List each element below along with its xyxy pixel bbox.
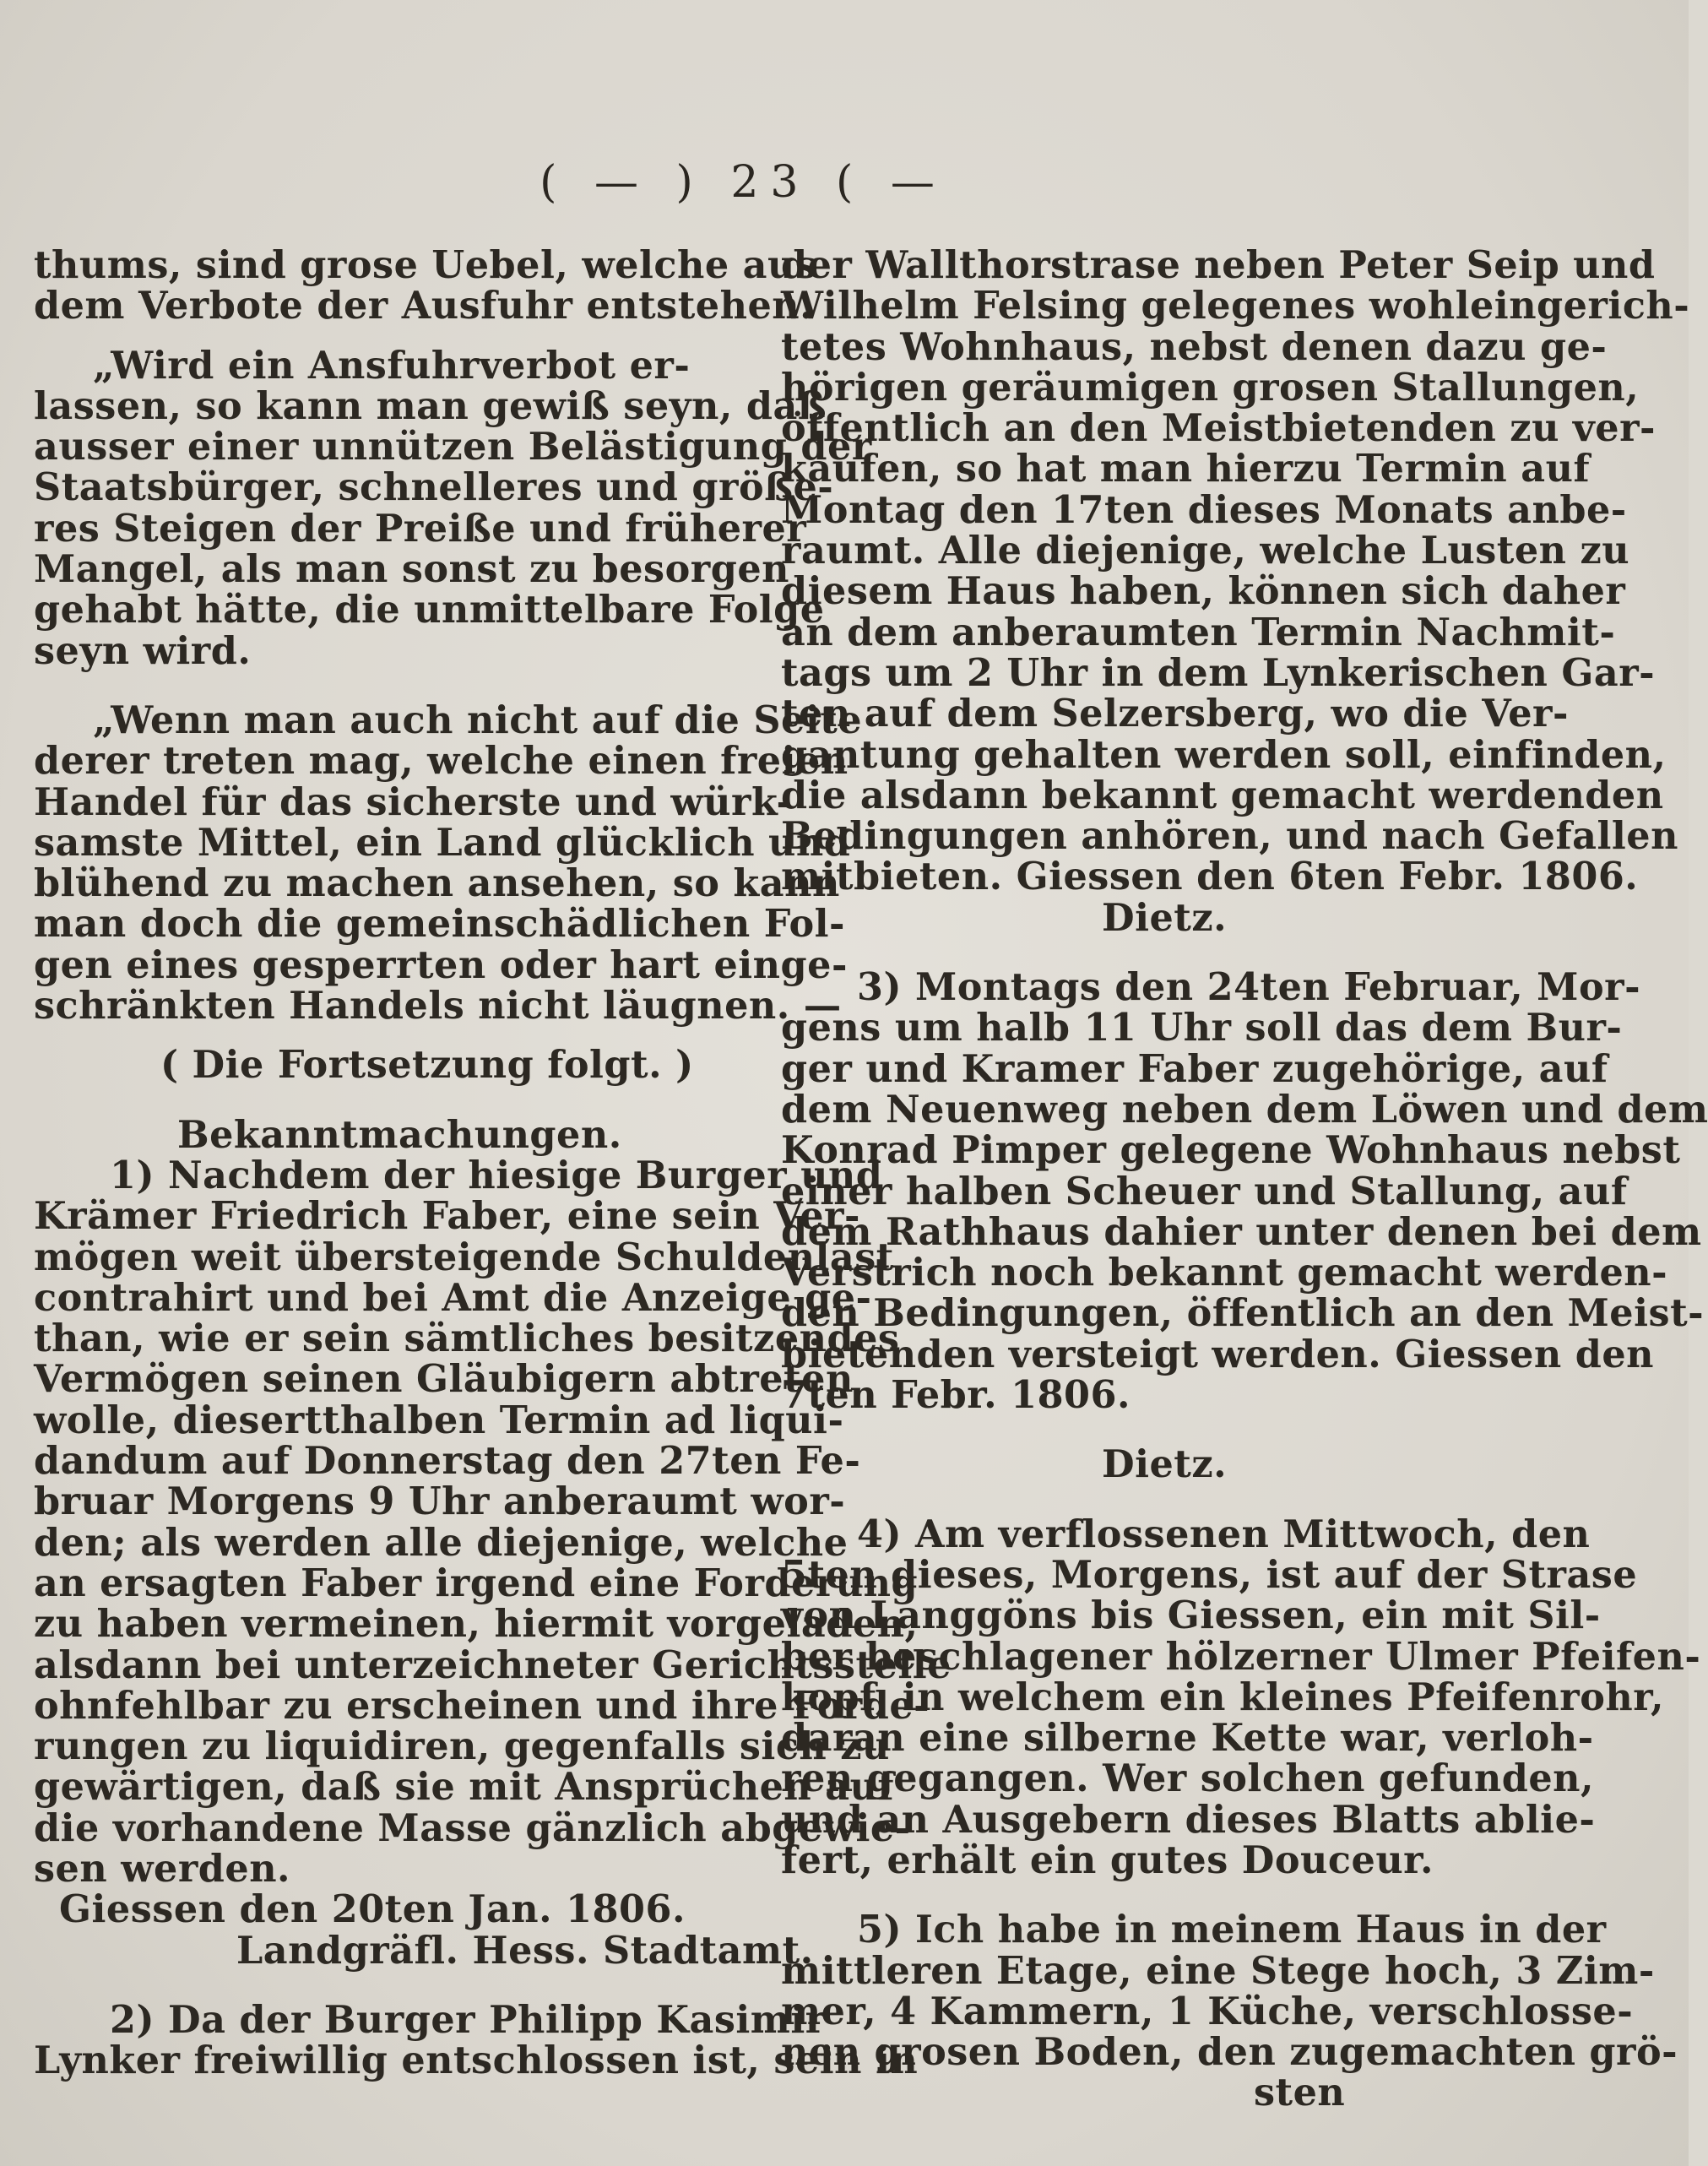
text-line: blühend zu machen ansehen, so kann — [34, 861, 840, 906]
text-line: schränkten Handels nicht läugnen. — — [34, 984, 842, 1029]
right-column — [781, 243, 1708, 2115]
text-line: fert, erhält ein gutes Douceur. — [781, 1838, 1434, 1882]
text-line: Lynker freiwillig entschlossen ist, sein in — [34, 2038, 919, 2083]
text-line: alsdann bei unterzeichneter Gerichtsstelle — [34, 1642, 952, 1687]
text-line: tags um 2 Uhr in dem Lynkerischen Gar- — [781, 650, 1656, 695]
text-line: die alsdann bekannt gemacht werdenden — [781, 773, 1664, 817]
paragraph-start: 4) Am verflossenen Mittwoch, den — [857, 1512, 1591, 1556]
text-line: Bedingungen anhören, und nach Gefallen — [781, 814, 1678, 859]
text-line: diesem Haus haben, können sich daher — [781, 569, 1626, 614]
signature: Landgräfl. Hess. Stadtamt. — [236, 1928, 814, 1973]
text-line: und an Ausgebern dieses Blatts ablie- — [781, 1797, 1596, 1842]
paragraph-start: 3) Montags den 24ten Februar, Mor- — [857, 965, 1641, 1010]
text-line: ten auf dem Selzersberg, wo die Ver- — [781, 692, 1569, 736]
text-line: raumt. Alle diejenige, welche Lusten zu — [781, 529, 1630, 573]
text-line: contrahirt und bei Amt die Anzeige ge- — [34, 1275, 872, 1320]
text-line: ohnfehlbar zu erscheinen und ihre Forde- — [34, 1683, 930, 1728]
text-line: Krämer Friedrich Faber, eine sein Ver- — [34, 1194, 860, 1239]
continuation-note: ( Die Fortsetzung folgt. ) — [160, 1043, 694, 1088]
paragraph-start: 2) Da der Burger Philipp Kasimir — [110, 1997, 826, 2042]
text-line: mer, 4 Kammern, 1 Küche, verschlosse- — [781, 1989, 1634, 2033]
dateline: Giessen den 20ten Jan. 1806. — [59, 1887, 686, 1932]
text-line: gens um halb 11 Uhr soll das dem Bur- — [781, 1006, 1623, 1050]
text-line: dem Rathhaus dahier unter denen bei dem — [781, 1209, 1702, 1254]
text-line: gewärtigen, daß sie mit Ansprüchen auf — [34, 1765, 895, 1810]
text-line: an dem anberaumten Termin Nachmit- — [781, 610, 1616, 654]
text-line: dem Neuenweg neben dem Löwen und dem — [781, 1087, 1708, 1132]
text-line: den Bedingungen, öffentlich an den Meist- — [781, 1291, 1705, 1336]
text-line: gantung gehalten werden soll, einfinden, — [781, 732, 1667, 777]
text-line: thums, sind grose Uebel, welche aus — [34, 243, 817, 287]
text-line: einer halben Scheuer und Stallung, auf — [781, 1169, 1628, 1213]
text-line: nen grosen Boden, den zugemachten grö- — [781, 2030, 1678, 2075]
text-line: dandum auf Donnerstag den 27ten Fe- — [34, 1439, 861, 1484]
text-line: hörigen geräumigen grosen Stallungen, — [781, 365, 1640, 410]
text-line: Konrad Pimper gelegene Wohnhaus nebst — [781, 1128, 1681, 1173]
text-line: ren gegangen. Wer solchen gefunden, — [781, 1756, 1594, 1801]
text-line: mittleren Etage, eine Stege hoch, 3 Zim- — [781, 1948, 1655, 1993]
text-line: Staatsbürger, schnelleres und größe- — [34, 465, 834, 510]
text-line: rungen zu liquidiren, gegenfalls sich zu — [34, 1724, 890, 1769]
text-line: wolle, diesertthalben Termin ad liqui- — [34, 1398, 844, 1442]
text-line: von Langgöns bis Giessen, ein mit Sil- — [781, 1593, 1601, 1638]
text-line: die vorhandene Masse gänzlich abgewie- — [34, 1805, 911, 1850]
text-line: tetes Wohnhaus, nebst denen dazu ge- — [781, 324, 1608, 369]
text-line: seyn wird. — [34, 628, 252, 673]
text-line: 7ten Febr. 1806. — [781, 1373, 1131, 1418]
paragraph-start: „Wird ein Ansfuhrverbot er- — [93, 343, 691, 388]
text-line: zu haben vermeinen, hiermit vorgeladen, — [34, 1602, 919, 1647]
text-line: an ersagten Faber irgend eine Forderung — [34, 1561, 919, 1605]
text-line: der Wallthorstrase neben Peter Seip und — [781, 243, 1656, 287]
left-column — [34, 243, 952, 2083]
text-line: ber beschlagener hölzerner Ulmer Pfeifen- — [781, 1634, 1701, 1679]
signature: Dietz. — [1102, 1442, 1228, 1487]
text-line: samste Mittel, ein Land glücklich und — [34, 820, 851, 865]
text-line: man doch die gemeinschädlichen Fol- — [34, 902, 845, 947]
section-heading: Bekanntmachungen. — [177, 1112, 622, 1157]
text-line: kaufen, so hat man hierzu Termin auf — [781, 447, 1591, 491]
text-line: Vermögen seinen Gläubigern abtreten — [34, 1357, 854, 1402]
text-line: sen werden. — [34, 1846, 291, 1891]
text-line: mögen weit übersteigende Schuldenlast — [34, 1235, 894, 1279]
text-line: den; als werden alle diejenige, welche — [34, 1520, 849, 1565]
catchword: sten — [1254, 2071, 1346, 2115]
text-line: than, wie er sein sämtliches besitzendes — [34, 1316, 900, 1361]
paragraph-start: „Wenn man auch nicht auf die Seite — [93, 698, 863, 742]
text-line: Handel für das sicherste und würk- — [34, 779, 793, 824]
text-line: lassen, so kann man gewiß seyn, daß — [34, 383, 827, 428]
text-line: Verstrich noch bekannt gemacht werden- — [781, 1251, 1668, 1295]
text-line: mitbieten. Giessen den 6ten Febr. 1806. — [781, 855, 1639, 899]
text-line: bietenden versteigt werden. Giessen den — [781, 1332, 1655, 1376]
text-line: daran eine silberne Kette war, verloh- — [781, 1716, 1594, 1761]
paragraph-start: 5) Ich habe in meinem Haus in der — [857, 1908, 1607, 1952]
text-line: dem Verbote der Ausfuhr entstehen. — [34, 284, 814, 328]
text-line: Montag den 17ten dieses Monats anbe- — [781, 487, 1627, 532]
text-line: öffentlich an den Meistbietenden zu ver- — [781, 406, 1656, 451]
text-line: bruar Morgens 9 Uhr anberaumt wor- — [34, 1479, 846, 1524]
text-line: Mangel, als man sonst zu besorgen — [34, 547, 790, 592]
text-line: gen eines gesperrten oder hart einge- — [34, 942, 848, 987]
text-line: 5ten dieses, Morgens, ist auf der Strase — [781, 1552, 1638, 1597]
text-line: kopf, in welchem ein kleines Pfeifenrohr, — [781, 1675, 1664, 1719]
text-line: gehabt hätte, die unmittelbare Folge — [34, 588, 825, 632]
text-line: Wilhelm Felsing gelegenes wohleingerich- — [781, 284, 1690, 328]
text-line: derer treten mag, welche einen freien — [34, 739, 849, 784]
signature: Dietz. — [1102, 895, 1228, 940]
page-number-header: ( — ) 23 ( — — [540, 157, 946, 208]
text-line: res Steigen der Preiße und früherer — [34, 506, 807, 551]
text-line: ger und Kramer Faber zugehörige, auf — [781, 1046, 1608, 1091]
paragraph-start: 1) Nachdem der hiesige Burger und — [110, 1153, 883, 1197]
text-line: ausser einer unnützen Belästigung der — [34, 425, 872, 470]
